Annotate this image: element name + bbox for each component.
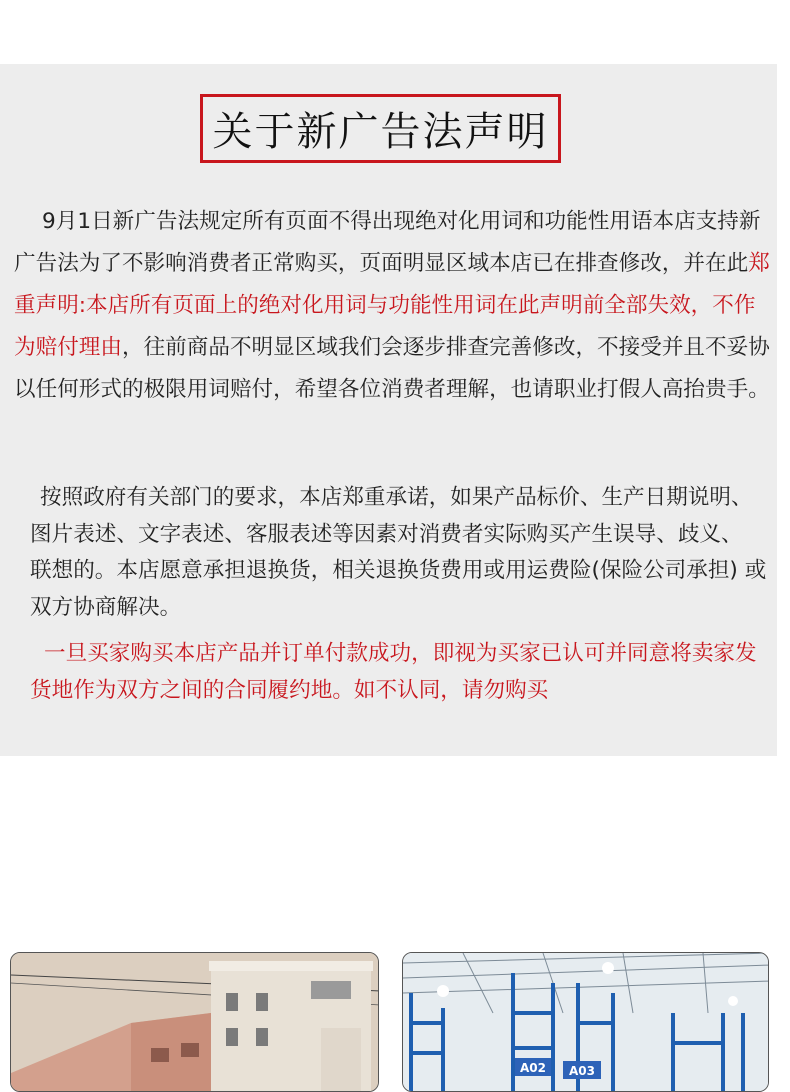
building-photo (10, 952, 379, 1092)
rack-label-a02: A02 (520, 1061, 546, 1075)
paragraph-1-text-start: 9月1日新广告法规定所有页面不得出现绝对化用词和功能性用语本店支持新广告法为了不影响消费者正常购买，页面明显区域本店已在排查修改，并在此 (14, 209, 761, 276)
warehouse-illustration (403, 953, 769, 1092)
notice-paragraph-1 (14, 201, 774, 411)
paragraph-1-text-end: ，往前商品不明显区域我们会逐步排查完善修改，不接受并且不妥协以任何形式的极限用词赔付，希望各位消费者理解，也请职业打假人高抬贵手。 (14, 335, 770, 402)
paragraph-1-highlight: 郑重声明:本店所有页面上的绝对化用词与功能性用词在此声明前全部失效，不作为赔付理由 (14, 251, 770, 360)
notice-paragraph-2: 按照政府有关部门的要求，本店郑重承诺，如果产品标价、生产日期说明、图片表述、文字表述、客服表述等因素对消费者实际购买产生误导、歧义、 联想的。本店愿意承担退换货，相关退换货费用或用运费险(保险公司承担) 或双方协商解决。 (30, 485, 767, 620)
warehouse-photo (402, 952, 769, 1092)
notice-title: 关于新广告法声明 (200, 94, 561, 163)
rack-label-a03: A03 (569, 1064, 595, 1078)
building-illustration (11, 953, 379, 1092)
notice-paragraph-3: 一旦买家购买本店产品并订单付款成功，即视为买家已认可并同意将卖家发货地作为双方之间的合同履约地。如不认同，请勿购买 (30, 641, 757, 703)
notice-panel (0, 64, 777, 756)
